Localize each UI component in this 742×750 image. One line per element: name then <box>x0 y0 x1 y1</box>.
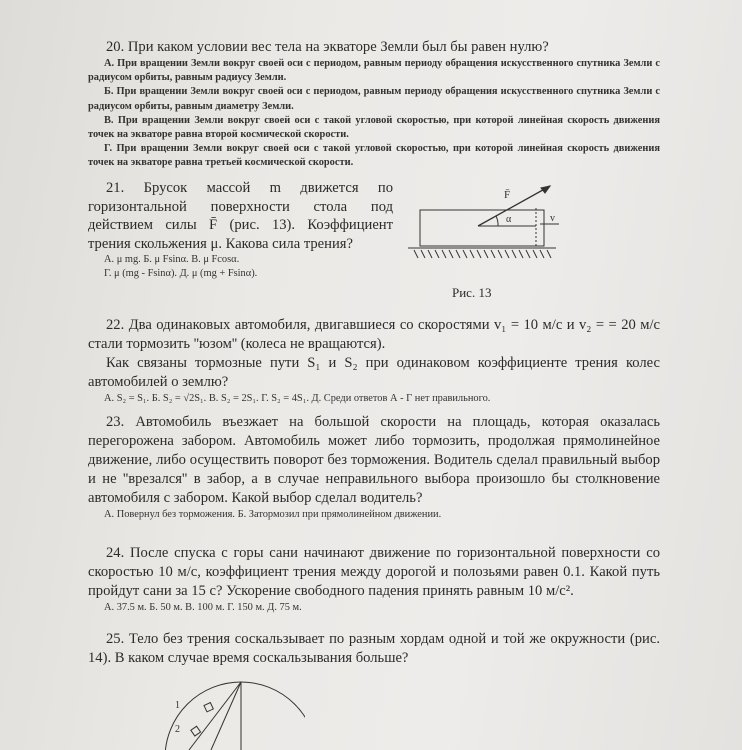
question-20 <box>88 38 660 171</box>
chord-2-label: 2 <box>175 724 180 735</box>
question-20-option-d: Г. При вращении Земли вокруг своей оси с такой угловой скоростью, при которой линейная скорость движения точек на экваторе равна третьей космической скорости. <box>88 143 660 169</box>
question-22-options: А. S₂ = S₁. Б. S₂ = √2S₁. В. S₂ = 2S₁. Г. S₂ = 4S₁. Д. Среди ответов А - Г нет правильного. <box>104 393 491 404</box>
block-rectangle <box>420 210 544 246</box>
figure-14-circle-chords <box>165 680 305 750</box>
question-24-options: А. 37.5 м. Б. 50 м. В. 100 м. Г. 150 м. Д. 75 м. <box>104 602 302 613</box>
question-23 <box>88 413 660 522</box>
question-22 <box>88 316 660 406</box>
angle-arc <box>496 216 498 226</box>
body-2 <box>191 726 201 736</box>
question-23-text: 23. Автомобиль въезжает на большой скорости на площадь, которая оказалась перегорожена забором. Автомобиль может либо тормозить, продолжая прямолинейное движение, либо осуществить поворот без торможения. Водитель сделал правильный выбор и не ''врезался'' в забор, а в случае неправильного выбора произошло бы столкновение автомобиля с забором. Какой выбор сделал водитель? <box>88 414 660 506</box>
question-21-options-line2: Г. μ (mg - Fsinα). Д. μ (mg + Fsinα). <box>104 268 258 280</box>
question-24 <box>88 544 660 615</box>
question-25-text: 25. Тело без трения соскальзывает по разным хордам одной и той же окружности (рис. 14). В каком случае время соскальзывания больше? <box>88 631 660 666</box>
velocity-label: v <box>550 213 555 224</box>
figure-13-caption: Рис. 13 <box>452 285 492 300</box>
question-22-text-2: Как связаны тормозные пути S₁ и S₂ при одинаковом коэффициенте трения колес автомобилей о землю? <box>88 355 660 390</box>
table-hatching <box>414 250 551 258</box>
question-21 <box>88 179 393 281</box>
question-20-option-b: Б. При вращении Земли вокруг своей оси с периодом, равным периоду обращения искусственного спутника Земли с радиусом орбиты, равным диаметру Земли. <box>88 86 660 112</box>
question-20-title: 20. При каком условии вес тела на экваторе Земли был бы равен нулю? <box>106 39 549 55</box>
force-label: F̄ <box>504 189 511 201</box>
question-24-text: 24. После спуска с горы сани начинают движение по горизонтальной поверхности со скоростью 10 м/с, коэффициент трения между дорогой и полозьями равен 0.1. Какой путь пройдут сани за 15 с? Ускорение свободного падения принять равным 10 м/с². <box>88 545 660 599</box>
force-vector <box>478 186 550 226</box>
figure-13-block-diagram <box>404 184 564 274</box>
angle-label: α <box>506 214 512 225</box>
question-20-option-c: В. При вращении Земли вокруг своей оси с такой угловой скоростью, при которой линейная скорость движения точек на экваторе равна второй космической скорости. <box>88 114 660 141</box>
question-21-options-line1: А. μ mg. Б. μ Fsinα. В. μ Fcosα. <box>104 254 240 266</box>
chord-1-label: 1 <box>175 700 180 711</box>
question-25 <box>88 630 660 668</box>
circle <box>165 682 305 750</box>
question-21-text: 21. Брусок массой m движется по горизонтальной поверхности стола под действием силы F̄ (рис. 13). Коэффициент трения скольжения μ. Какова сила трения? <box>88 180 393 252</box>
question-23-options: А. Повернул без торможения. Б. Затормозил при прямолинейном движении. <box>104 509 442 520</box>
question-22-text-1: 22. Два одинаковых автомобиля, двигавшиеся со скоростями v₁ = 10 м/с и v₂ = = 20 м/с стали тормозить ''юзом'' (колеса не вращаются). <box>88 317 660 352</box>
question-20-option-a: А. При вращении Земли вокруг своей оси с периодом, равным периоду обращения искусственного спутника Земли с радиусом орбиты, равным радиусу Земли. <box>88 58 660 84</box>
force-arrowhead <box>541 186 550 193</box>
body-1 <box>204 703 213 712</box>
